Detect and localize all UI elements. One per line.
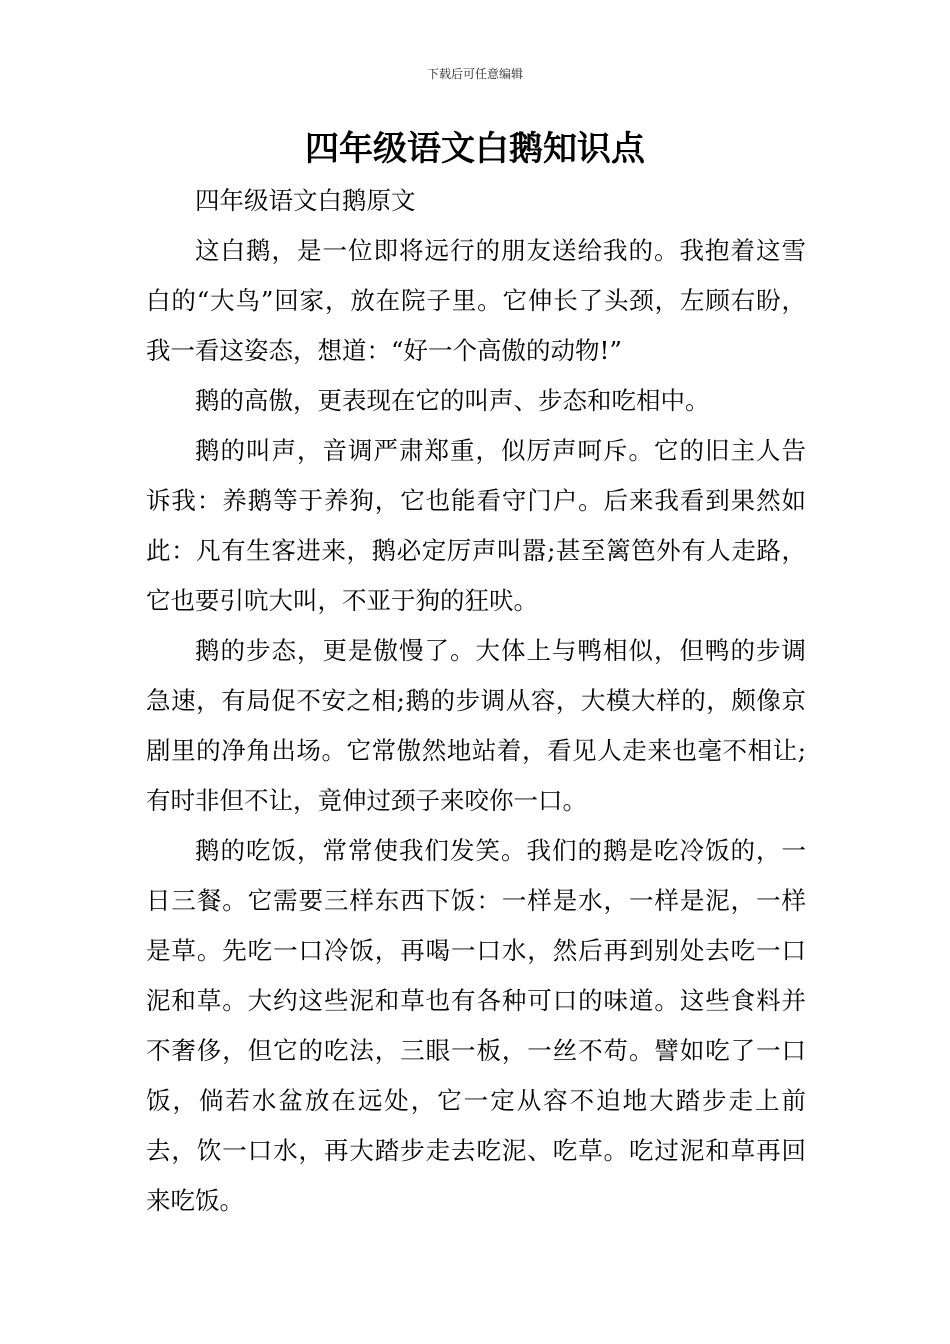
paragraph: 鹅的步态，更是傲慢了。大体上与鸭相似，但鸭的步调急速，有局促不安之相;鹅的步调从容，大模大样的，颇像京剧里的净角出场。它常傲然地站着，看见人走来也毫不相让;有时非但不让，竟伸过颈子来咬你一口。 (146, 636, 806, 815)
header-note: 下载后可任意编辑 (426, 67, 523, 81)
paragraph: 鹅的高傲，更表现在它的叫声、步态和吃相中。 (195, 386, 710, 415)
paragraph: 鹅的吃饭，常常使我们发笑。我们的鹅是吃冷饭的，一日三餐。它需要三样东西下饭：一样是水，一样是泥，一样是草。先吃一口冷饭，再喝一口水，然后再到别处去吃一口泥和草。大约这些泥和草也有各种可口的味道。这些食料并不奢侈，但它的吃法，三眼一板，一丝不苟。譬如吃了一口饭，倘若水盆放在远处，它一定从容不迫地大踏步走上前去，饮一口水，再大踏步走去吃泥、吃草。吃过泥和草再回来吃饭。 (146, 836, 806, 1215)
paragraph: 这白鹅，是一位即将远行的朋友送给我的。我抱着这雪白的“大鸟”回家，放在院子里。它伸长了头颈，左顾右盼，我一看这姿态，想道：“好一个高傲的动物!” (146, 236, 806, 365)
document-title: 四年级语文白鹅知识点 (305, 129, 645, 169)
paragraph: 鹅的叫声，音调严肃郑重，似厉声呵斥。它的旧主人告诉我：养鹅等于养狗，它也能看守门户。后来我看到果然如此：凡有生客进来，鹅必定厉声叫嚣;甚至篱笆外有人走路，它也要引吭大叫，不亚于狗的狂吠。 (146, 436, 806, 615)
paragraph-subtitle: 四年级语文白鹅原文 (195, 186, 416, 215)
document-body (146, 176, 806, 1226)
